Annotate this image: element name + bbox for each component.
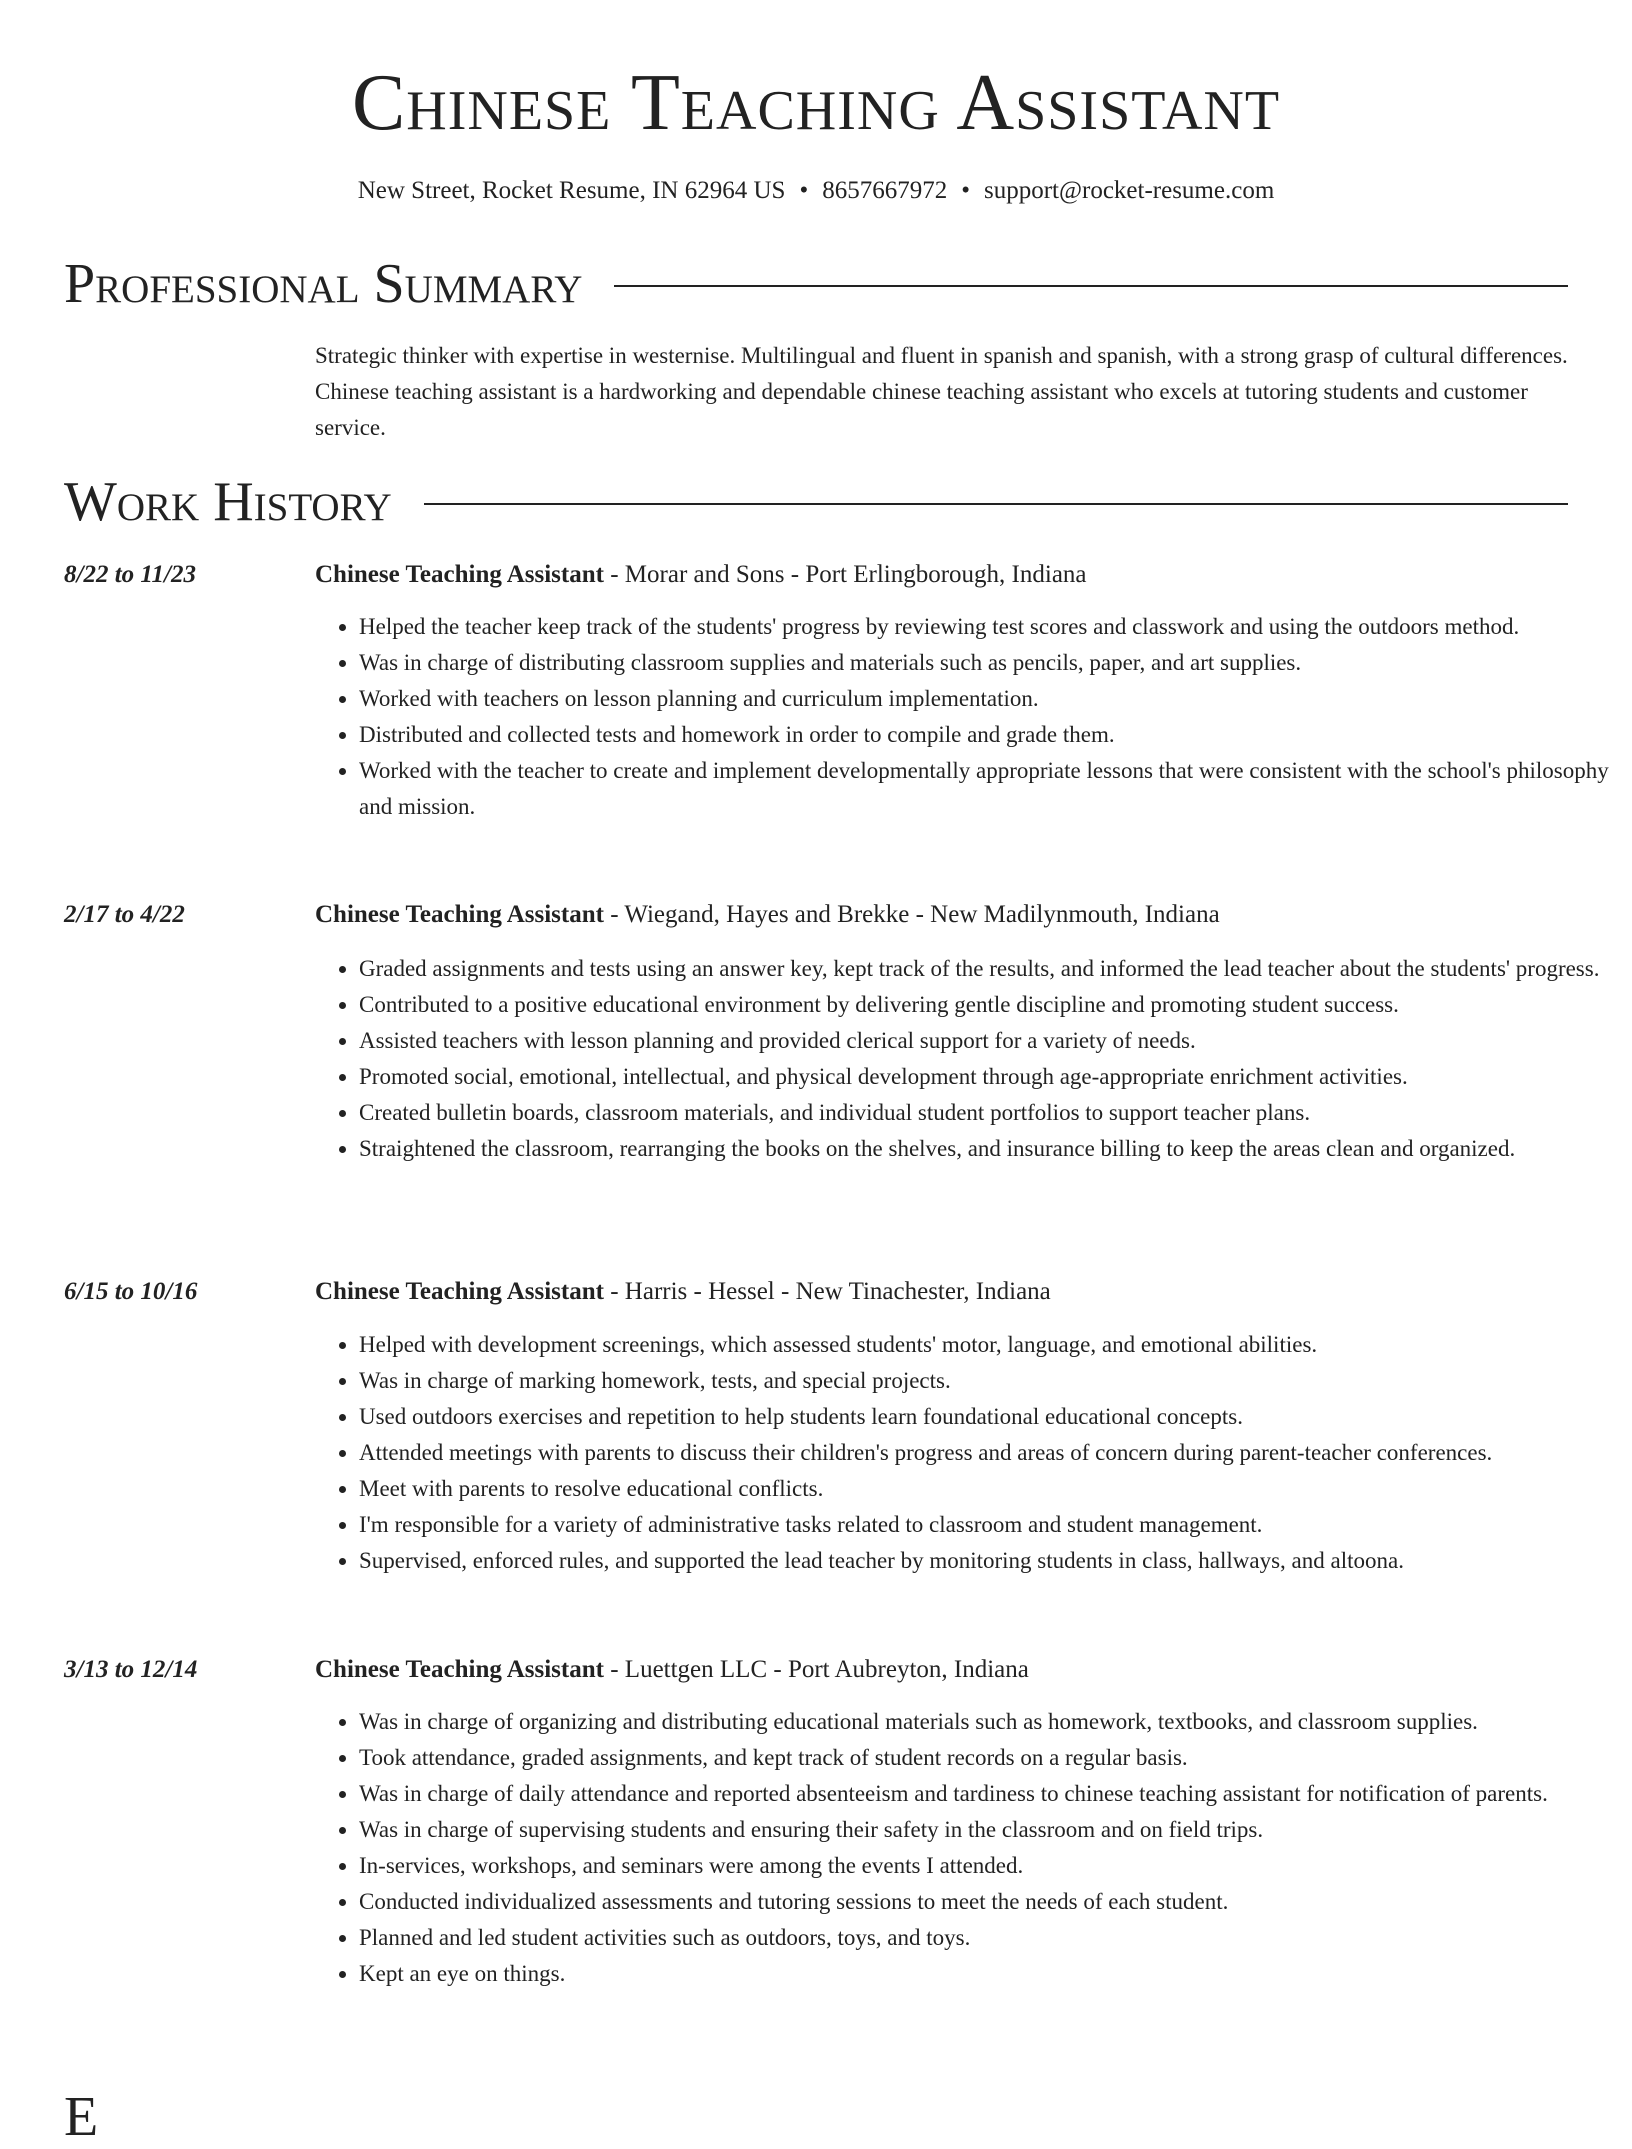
job-heading	[315, 1277, 1570, 1307]
section-heading-summary	[64, 252, 1568, 316]
job-role: Chinese Teaching Assistant	[315, 1656, 604, 1683]
job-bullet: • Worked with the teacher to create and implement developmentally appropriate lessons that were consistent with the school's philosophy and mission.	[359, 753, 1614, 825]
job-dates: 6/15 to 10/16	[64, 1278, 198, 1305]
job-bullet: • I'm responsible for a variety of administrative tasks related to classroom and student management.	[359, 1507, 1614, 1543]
summary-text: Strategic thinker with expertise in westernise. Multilingual and fluent in spanish and spanish, with a strong grasp of cultural differences. Chinese teaching assistant is a hardworking and dependable chinese teaching assistant who excels at tutoring students and customer service.	[315, 343, 1568, 440]
job-bullet: • Used outdoors exercises and repetition to help students learn foundational educational concepts.	[359, 1399, 1614, 1435]
job-bullet: • Helped with development screenings, which assessed students' motor, language, and emotional abilities.	[359, 1327, 1614, 1363]
job-bullet: • Supervised, enforced rules, and supported the lead teacher by monitoring students in class, hallways, and altoona.	[359, 1543, 1614, 1579]
job-bullet: • Helped the teacher keep track of the students' progress by reviewing test scores and classwork and using the outdoors method.	[359, 609, 1614, 645]
job-role: Chinese Teaching Assistant	[315, 1278, 604, 1305]
job-bullet: • Conducted individualized assessments and tutoring sessions to meet the needs of each student.	[359, 1884, 1614, 1920]
job-bullet: • Graded assignments and tests using an answer key, kept track of the results, and informed the lead teacher about the students' progress.	[359, 951, 1614, 987]
job-bullets	[315, 609, 1614, 825]
job-role: Chinese Teaching Assistant	[315, 901, 604, 928]
job-heading	[315, 1655, 1570, 1685]
job-bullet: • Distributed and collected tests and homework in order to compile and grade them.	[359, 717, 1614, 753]
job-details: - Luettgen LLC - Port Aubreyton, Indiana	[603, 1656, 1029, 1683]
contact-address: New Street, Rocket Resume, IN 62964 US	[357, 177, 786, 204]
job-role: Chinese Teaching Assistant	[315, 561, 604, 588]
job-heading	[315, 560, 1570, 590]
job-bullet: • Planned and led student activities such as outdoors, toys, and toys.	[359, 1920, 1614, 1956]
job-bullet: • Was in charge of marking homework, tests, and special projects.	[359, 1363, 1614, 1399]
job-dates: 3/13 to 12/14	[64, 1656, 198, 1683]
job-bullet: • Assisted teachers with lesson planning and provided clerical support for a variety of needs.	[359, 1023, 1614, 1059]
section-title-next: E	[64, 2086, 99, 2148]
job-bullet: • Was in charge of supervising students and ensuring their safety in the classroom and on field trips.	[359, 1812, 1614, 1848]
contact-line	[0, 176, 1632, 206]
section-title: Work History	[64, 471, 392, 533]
contact-email: support@rocket-resume.com	[983, 177, 1275, 204]
job-details: - Wiegand, Hayes and Brekke - New Madilynmouth, Indiana	[603, 901, 1220, 928]
job-dates: 8/22 to 11/23	[64, 561, 196, 588]
job-details: - Harris - Hessel - New Tinachester, Indiana	[603, 1278, 1051, 1305]
contact-separator: •	[961, 177, 970, 204]
job-bullet: • Contributed to a positive educational environment by delivering gentle discipline and promoting student success.	[359, 987, 1614, 1023]
job-bullets	[315, 1327, 1614, 1579]
job-bullet: • Took attendance, graded assignments, and kept track of student records on a regular basis.	[359, 1740, 1614, 1776]
job-heading	[315, 900, 1570, 930]
section-title: Professional Summary	[64, 253, 583, 315]
job-bullet: • Worked with teachers on lesson planning and curriculum implementation.	[359, 681, 1614, 717]
job-bullet: • Kept an eye on things.	[359, 1956, 1614, 1992]
job-bullet: • In-services, workshops, and seminars were among the events I attended.	[359, 1848, 1614, 1884]
job-bullet: • Was in charge of daily attendance and reported absenteeism and tardiness to chinese teaching assistant for notification of parents.	[359, 1776, 1614, 1812]
contact-separator: •	[799, 177, 809, 204]
job-bullet: • Straightened the classroom, rearranging the books on the shelves, and insurance billing to keep the areas clean and organized.	[359, 1131, 1614, 1167]
job-bullet: • Promoted social, emotional, intellectual, and physical development through age-appropriate enrichment activities.	[359, 1059, 1614, 1095]
resume-name: Chinese Teaching Assistant	[351, 59, 1281, 147]
job-bullet: • Created bulletin boards, classroom materials, and individual student portfolios to support teacher plans.	[359, 1095, 1614, 1131]
job-bullets	[315, 1704, 1614, 1992]
section-divider	[614, 285, 1568, 287]
job-bullet: • Was in charge of distributing classroom supplies and materials such as pencils, paper, and art supplies.	[359, 645, 1614, 681]
section-divider	[424, 503, 1568, 505]
job-bullets	[315, 951, 1614, 1167]
job-bullet: • Was in charge of organizing and distributing educational materials such as homework, textbooks, and classroom supplies.	[359, 1704, 1614, 1740]
job-bullet: • Attended meetings with parents to discuss their children's progress and areas of concern during parent-teacher conferences.	[359, 1435, 1614, 1471]
job-details: - Morar and Sons - Port Erlingborough, Indiana	[603, 561, 1087, 588]
section-heading-work-history	[64, 470, 1568, 534]
job-dates: 2/17 to 4/22	[64, 901, 185, 928]
contact-phone: 8657667972	[822, 177, 948, 204]
job-bullet: • Meet with parents to resolve educational conflicts.	[359, 1471, 1614, 1507]
